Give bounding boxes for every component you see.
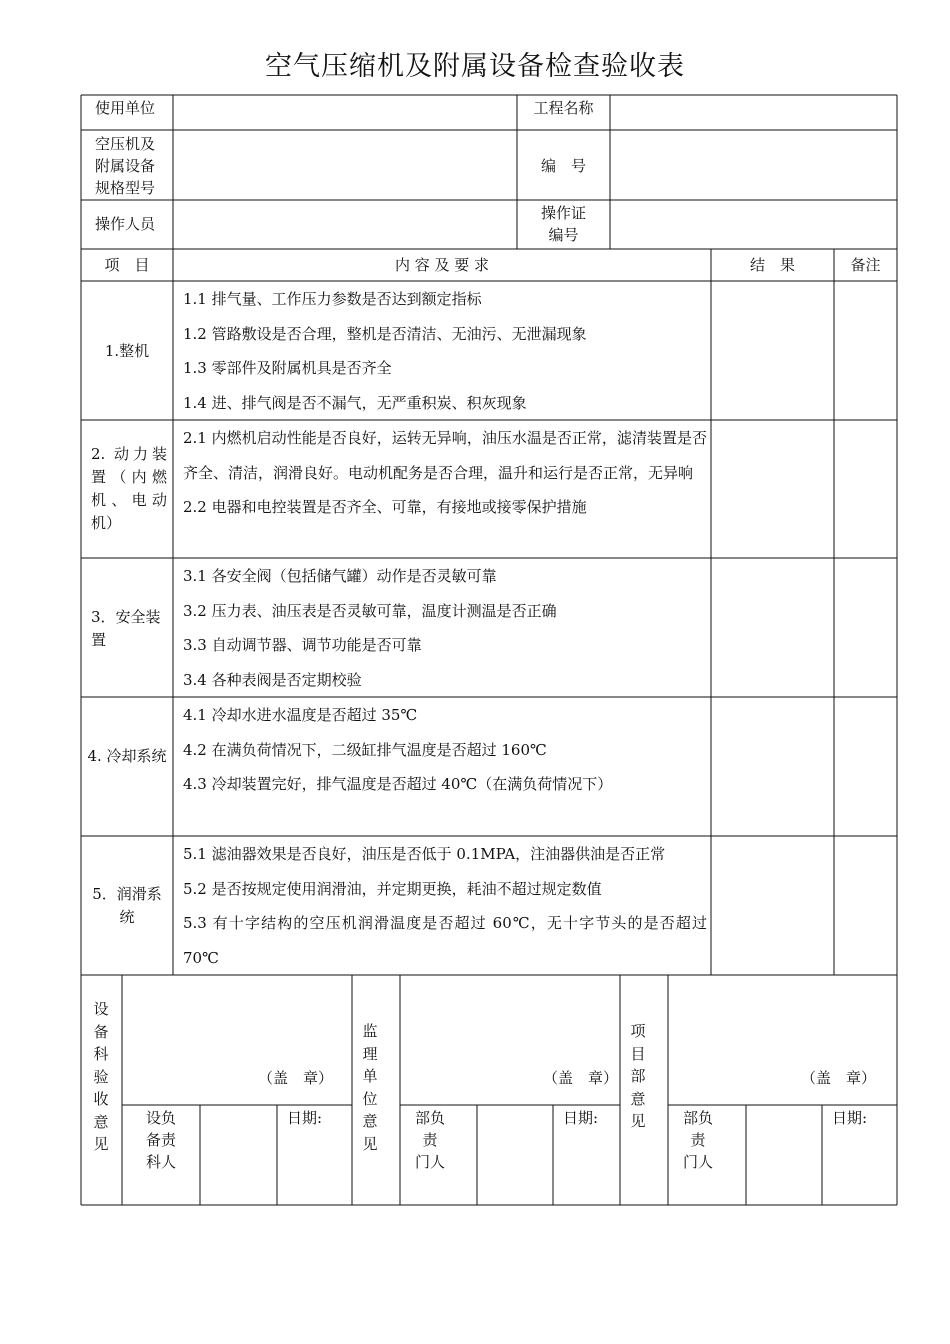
list-item: 3.1 各安全阀（包括储气罐）动作是否灵敏可靠 [183,567,497,585]
seal-2: （盖 章） [543,1069,619,1087]
date-label-2: 日期: [563,1109,599,1127]
list-item: 5.3 有十字结构的空压机润滑温度是否超过 60℃，无十字节头的是否超过 70℃ [183,914,707,967]
section-content-1 [183,282,707,420]
column-result: 结 果 [749,256,795,274]
operator-label: 操作人员 [95,215,156,233]
list-item: 2.2 电器和电控装置是否齐全、可靠，有接地或接零保护措施 [183,498,587,516]
list-item: 3.2 压力表、油压表是否灵敏可靠，温度计测温是否正确 [183,601,557,620]
column-remark: 备注 [850,256,881,274]
list-item: 3.3 自动调节器、调节功能是否可靠 [183,636,422,654]
section-content-2 [183,421,707,525]
column-item: 项 目 [104,256,150,274]
section-label-5: 5．润滑系统 [92,885,162,926]
list-item: 5.1 滤油器效果是否良好，油压是否低于 0.1MPA，注油器供油是否正常 [183,845,666,863]
supervision-opinion-label: 监理单位意见 [362,1022,378,1153]
section-content-5 [183,837,707,975]
date-label-3: 日期: [832,1109,868,1127]
list-item: 5.2 是否按规定使用润滑油，并定期更换，耗油不超过规定数值 [183,879,602,898]
section-content-4 [183,698,707,802]
list-item: 4.3 冷却装置完好，排气温度是否超过 40℃（在满负荷情况下） [183,775,613,793]
list-item: 1.2 管路敷设是否合理，整机是否清洁、无油污、无泄漏现象 [183,324,587,343]
seal-3: （盖 章） [801,1069,877,1087]
section-content-3 [183,559,707,697]
section-label-4: 4. 冷却系统 [87,747,167,765]
seal-1: （盖 章） [258,1069,334,1087]
equipment-dept-opinion-label: 设备科验收意见 [93,1000,109,1153]
date-label-1: 日期: [287,1109,323,1127]
list-item: 2.1 内燃机启动性能是否良好，运转无异响，油压水温是否正常，滤清装置是否齐全、清洁，润滑良好。电动机配务是否合理，温升和运行是否正常，无异响 [183,429,707,482]
list-item: 3.4 各种表阀是否定期校验 [183,670,362,689]
section-label-3: 3．安全装置 [91,608,161,649]
section-label-1: 1.整机 [104,342,150,360]
list-item: 4.2 在满负荷情况下，二级缸排气温度是否超过 160℃ [183,740,547,759]
list-item: 4.1 冷却水进水温度是否超过 35℃ [183,706,418,724]
project-name-label: 工程名称 [533,99,594,117]
equipment-person-label: 设负 备责 科人 [145,1109,176,1171]
cert-number-label: 操作证 编号 [540,204,586,244]
spec-label: 空压机及 附属设备 规格型号 [95,135,156,197]
section-label-2: 2. 动力装置（内燃机、电动机） [91,445,167,532]
use-unit-label: 使用单位 [95,99,156,117]
list-item: 1.4 进、排气阀是否不漏气，无严重积炭、积灰现象 [183,393,527,412]
list-item: 1.1 排气量、工作压力参数是否达到额定指标 [183,290,482,308]
column-content: 内 容 及 要 求 [394,256,490,274]
page-title: 空气压缩机及附属设备检查验收表 [265,51,685,82]
dept-person-label-1: 部负 责 门人 [414,1109,445,1171]
list-item: 1.3 零部件及附属机具是否齐全 [183,359,392,377]
dept-person-label-2: 部负 责 门人 [682,1109,713,1171]
number-label: 编 号 [540,157,586,175]
project-dept-opinion-label: 项目部意见 [630,1022,646,1130]
